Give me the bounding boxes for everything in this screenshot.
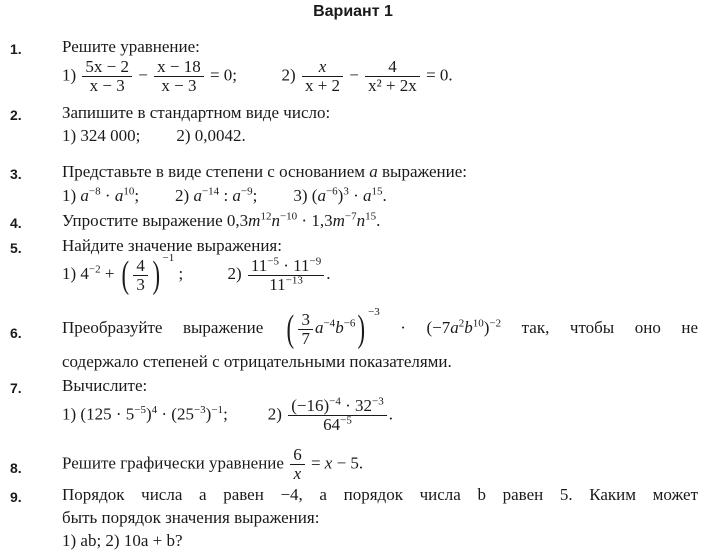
task-9-line-3: 1) ab; 2) 10a + b? [62, 531, 183, 550]
page-title: Вариант 1 [313, 3, 393, 20]
task-number-5: 5. [10, 240, 22, 256]
task-7-items: 1) $(125 \cdot 5^{-5})^4 \cdot (25^{-3})^{-1}$; 2) $\frac{(-16)^{-4} \cdot 32^{-3}}{64^{-5}}$ . [62, 395, 393, 434]
task-1-text: Решите уравнение: [62, 37, 200, 56]
task-2-items: 1) 324 000; 2) 0,0042. [62, 126, 246, 145]
task-number-4: 4. [10, 215, 22, 231]
task-2-text: Запишите в стандартном виде число: [62, 103, 331, 122]
task-4-text: Упростите выражение $0,3m^{12}n^{-10} \cdot 1,3m^{-7}n^{15}$. [62, 210, 381, 230]
task-5-items: 1) $4^{-2}$ + ( $\frac{4}{3}$ ) $^{-1}$ ; 2) $\frac{11^{-5} \cdot 11^{-9}}{11^{-13}}$ . [62, 251, 331, 296]
task-9-line-1: Порядок числа a равен −4, а порядок числа b равен 5. Каким может [62, 485, 698, 504]
task-6-line-2: содержало степеней с отрицательными показателями. [62, 352, 452, 371]
task-3-items: 1) $a^{-8} \cdot a^{10}$; 2) $a^{-14}$ : $a^{-9}$; 3) $(a^{-6})^3 \cdot a^{15}$. [62, 185, 387, 205]
task-number-6: 6. [10, 325, 22, 341]
task-number-8: 8. [10, 460, 22, 476]
task-number-3: 3. [10, 166, 22, 182]
task-7-text: Вычислите: [62, 376, 148, 395]
task-9-line-2: быть порядок значения выражения: [62, 508, 320, 527]
task-3-text: Представьте в виде степени с основанием a выражение: [62, 162, 468, 181]
task-number-1: 1. [10, 41, 22, 57]
task-1-equations: 1) $\frac{5x - 2}{x - 3}$ − $\frac{x - 18}{x - 3}$ = 0; 2) $\frac{x}{x + 2}$ − $\frac{4}{\text{x² + 2x}}$ = 0. [62, 57, 453, 95]
task-number-2: 2. [10, 107, 22, 123]
task-6-line-1: Преобразуйте выражение ( $\frac{3}{7}$ $a^{-4}b^{-6}$) $^{-3} \cdot (-7a^2b^{10})^{-2}$ так, чтобы оно не [62, 305, 699, 350]
task-number-7: 7. [10, 380, 22, 396]
task-8-text: Решите графически уравнение $\frac{6}{x}$ = x − 5. [62, 445, 364, 483]
task-number-9: 9. [10, 489, 22, 505]
task-5-text: Найдите значение выражения: [62, 236, 282, 255]
